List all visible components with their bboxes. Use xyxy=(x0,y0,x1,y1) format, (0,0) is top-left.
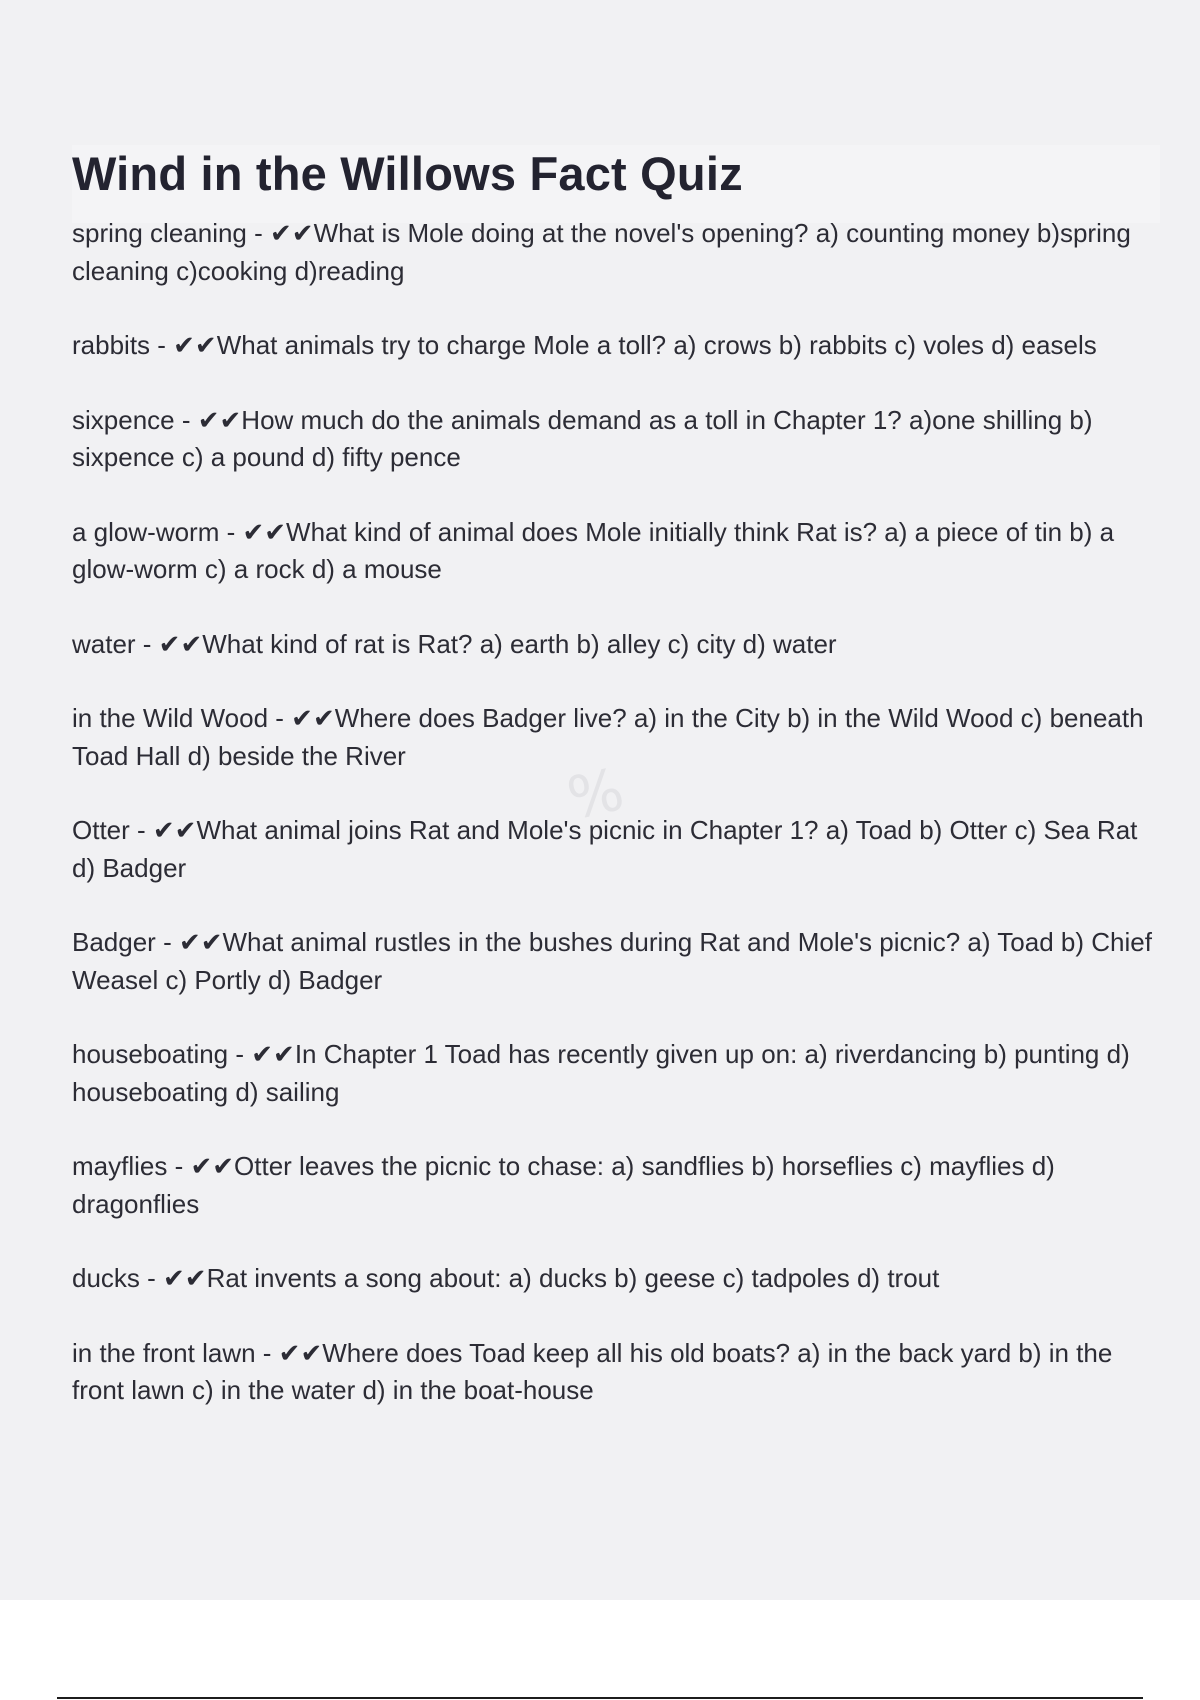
footer-divider xyxy=(57,1697,1143,1699)
quiz-list xyxy=(72,215,1167,1447)
quiz-item: sixpence - ✔✔How much do the animals demand as a toll in Chapter 1? a)one shilling b) sixpence c) a pound d) fifty pence xyxy=(72,404,1093,472)
watermark: % xyxy=(561,755,630,833)
quiz-item: rabbits - ✔✔What animals try to charge Mole a toll? a) crows b) rabbits c) voles d) easels xyxy=(72,330,1097,360)
quiz-item: a glow-worm - ✔✔What kind of animal does Mole initially think Rat is? a) a piece of tin b) a glow-worm c) a rock d) a mouse xyxy=(72,516,1115,584)
quiz-item: water - ✔✔What kind of rat is Rat? a) earth b) alley c) city d) water xyxy=(72,628,837,659)
quiz-item: houseboating - ✔✔In Chapter 1 Toad has recently given up on: a) riverdancing b) punting d) houseboating d) sailing xyxy=(72,1039,1130,1107)
quiz-item: spring cleaning - ✔✔What is Mole doing at the novel's opening? a) counting money b)spring cleaning c)cooking d)reading xyxy=(72,218,1131,286)
quiz-item: Otter - ✔✔What animal joins Rat and Mole's picnic in Chapter 1? a) Toad b) Otter c) Sea Rat d) Badger xyxy=(72,815,1138,883)
page-title: Wind in the Willows Fact Quiz xyxy=(72,147,743,200)
quiz-item: in the front lawn - ✔✔Where does Toad keep all his old boats? a) in the back yard b) in the front lawn c) in the water d) in the boat-house xyxy=(72,1337,1113,1405)
quiz-item: ducks - ✔✔Rat invents a song about: a) ducks b) geese c) tadpoles d) trout xyxy=(72,1263,940,1293)
quiz-item: mayflies - ✔✔Otter leaves the picnic to chase: a) sandflies b) horseflies c) mayflies d) dragonflies xyxy=(72,1151,1055,1219)
quiz-item: in the Wild Wood - ✔✔Where does Badger live? a) in the City b) in the Wild Wood c) beneath Toad Hall d) beside the River xyxy=(72,703,1144,771)
quiz-item: Badger - ✔✔What animal rustles in the bushes during Rat and Mole's picnic? a) Toad b) Chief Weasel c) Portly d) Badger xyxy=(72,927,1152,995)
